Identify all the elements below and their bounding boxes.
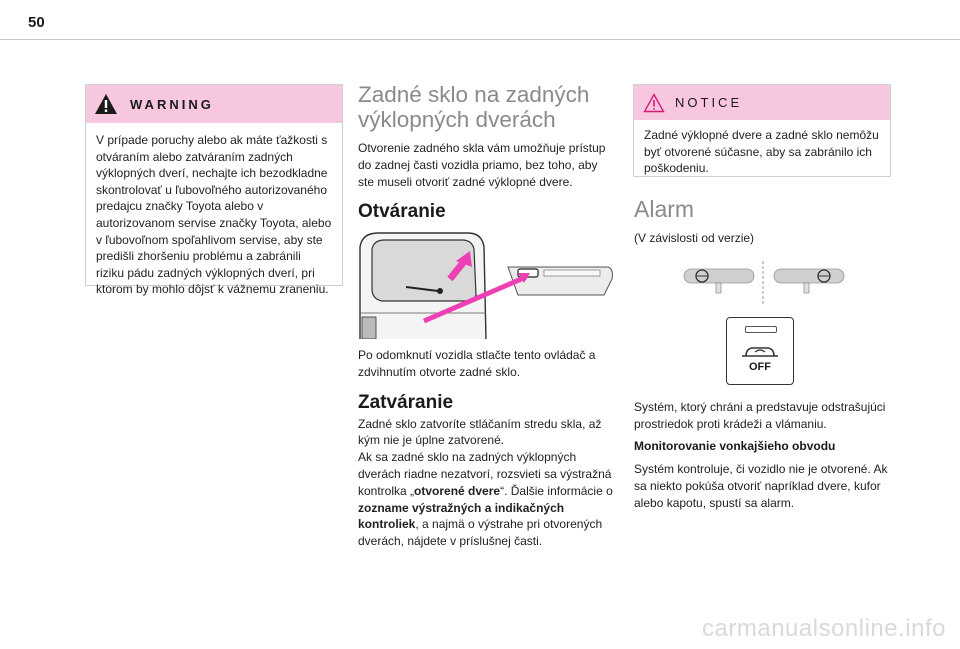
perimeter-monitoring-heading: Monitorovanie vonkajšieho obvodu	[634, 439, 836, 454]
alarm-heading: Alarm	[634, 196, 695, 222]
alarm-description: Systém, ktorý chráni a predstavuje odstrašujúci prostriedok proti krádeži a vlámaniu.	[634, 399, 886, 431]
notice-title: NOTICE	[675, 95, 743, 110]
rear-window-illustration	[358, 229, 616, 339]
header-divider	[0, 39, 960, 40]
alarm-off-button	[726, 317, 794, 385]
off-label: OFF	[749, 360, 771, 373]
closing-text-2	[358, 449, 616, 550]
warning-lights-list-reference: zozname výstražných a indikačných kontroliek	[358, 500, 565, 532]
notice-triangle-icon	[643, 93, 665, 113]
closing-text-2-part-e: , a najmä o výstrahe pri otvorených dverách, nájdete v príslušnej časti.	[358, 517, 603, 549]
middle-column	[358, 82, 616, 550]
section-heading-rear-window: Zadné sklo na zadných výklopných dverách	[358, 82, 590, 132]
alarm-column	[634, 196, 892, 512]
car-alarm-icon	[740, 343, 780, 359]
opening-instruction: Po odomknutí vozidla stlačte tento ovládač a zdvihnutím otvorte zadné sklo.	[358, 348, 596, 379]
perimeter-monitoring-text: Systém kontroluje, či vozidlo nie je otvorené. Ak sa niekto pokúša otvoriť napríklad dvere, kufor alebo kapotu, spustí sa alarm.	[634, 462, 888, 510]
closing-text-1: Zadné sklo zatvoríte stláčaním stredu skla, až kým nie je úplne zatvorené.	[358, 416, 602, 448]
opening-heading: Otváranie	[358, 201, 446, 223]
closing-text-2-part-c: “. Ďalšie informácie o	[500, 483, 613, 498]
warning-title: WARNING	[130, 96, 214, 112]
notice-text: Zadné výklopné dvere a zadné sklo nemôžu byť otvorené súčasne, aby sa zabránilo ich poškodeniu.	[644, 128, 879, 176]
warning-text: V prípade poruchy alebo ak máte ťažkosti s otváraním alebo zatváraním zadných výklopných dverí, nechajte ich bezodkladne skontrolovať u ľubovoľného autorizovaného predajcu značky Toyota alebo v autorizovanom servise značky Toyota, alebo v ľubovoľnom spoľahlivom servise, aby ste predišli zhoršeniu problému a zabránili riziku pádu zadných výklopných dverí, pri ktorom by mohlo dôjsť k vážnemu zraneniu.	[96, 133, 332, 297]
notice-header	[634, 85, 890, 120]
notice-box	[633, 84, 891, 177]
warning-triangle-icon	[94, 93, 118, 115]
alarm-version-note: (V závislosti od verzie)	[634, 231, 755, 245]
watermark: carmanualsonline.info	[702, 615, 946, 642]
closing-heading: Zatváranie	[358, 391, 454, 413]
closing-text-2-part-a: Ak sa zadné sklo na zadných výklopných dverách riadne nezatvorí, rozsvieti sa výstražná kontrolka „	[358, 450, 612, 498]
rear-window-intro: Otvorenie zadného skla vám umožňuje prístup do zadnej časti vozidla priamo, bez toho, aby ste museli otvoriť zadné výklopné dvere.	[358, 141, 606, 189]
open-door-indicator-label: otvorené dvere	[414, 483, 501, 498]
warning-box	[85, 84, 343, 297]
button-slot	[745, 326, 777, 333]
mirror-sensor-illustration	[634, 261, 892, 305]
warning-header	[86, 85, 342, 123]
page-number: 50	[28, 14, 45, 31]
